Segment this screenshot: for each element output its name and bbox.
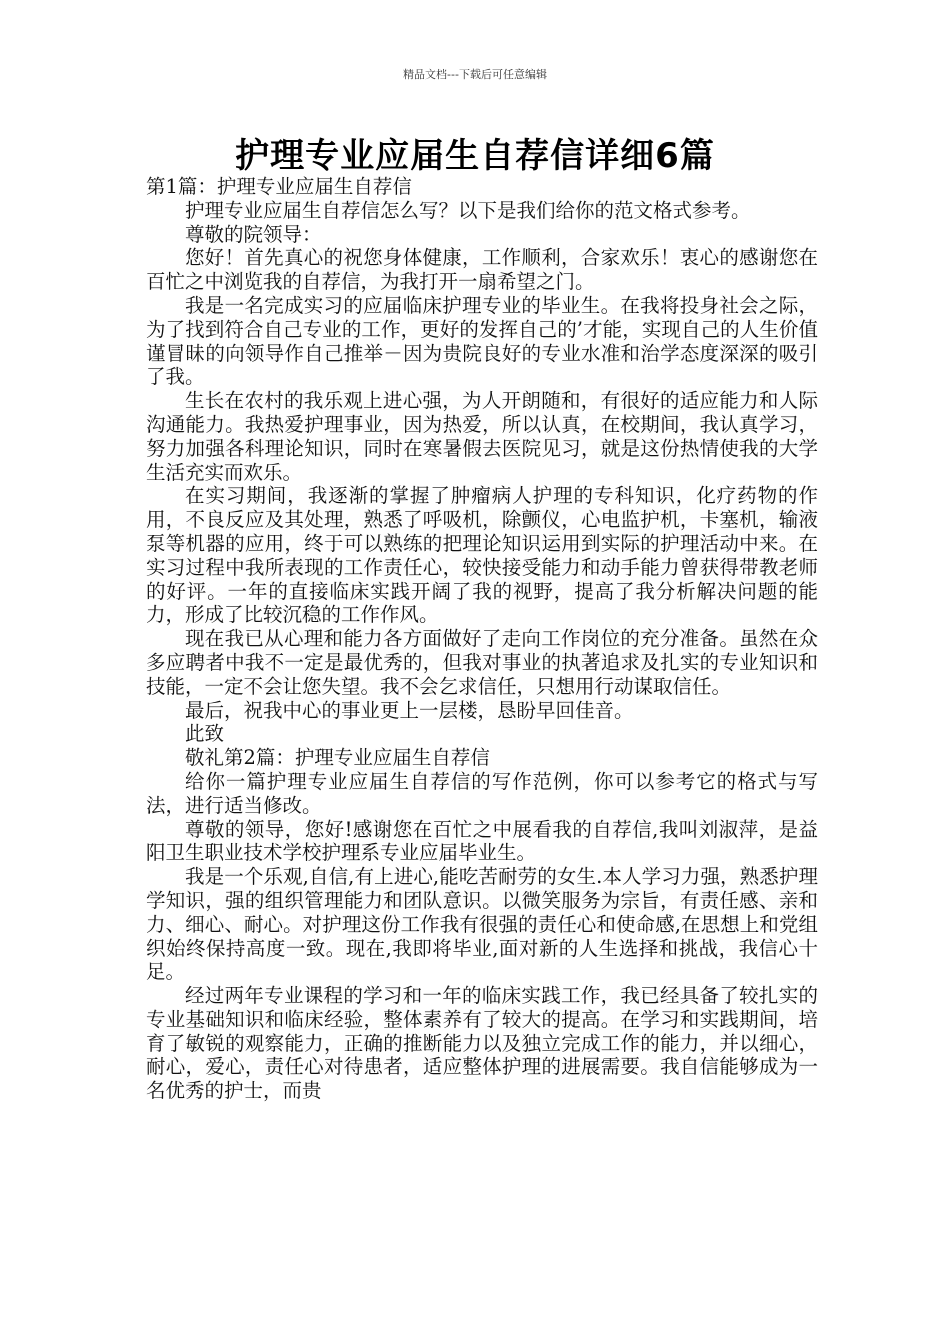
salutation: 尊敬的院领导： bbox=[185, 222, 322, 246]
paragraph: 给你一篇护理专业应届生自荐信的写作范例，你可以参考它的格式与写法，进行适当修改。 bbox=[146, 769, 818, 817]
document-title: 护理专业应届生自荐信详细6篇 bbox=[235, 136, 715, 176]
paragraph: 最后，祝我中心的事业更上一层楼，恳盼早回佳音。 bbox=[185, 698, 634, 722]
section-heading-2: 敬礼第2篇：护理专业应届生自荐信 bbox=[185, 746, 490, 770]
paragraph: 经过两年专业课程的学习和一年的临床实践工作，我已经具备了较扎实的专业基础知识和临床经验，整体素养有了较大的提高。在学习和实践期间，培育了敏锐的观察能力，正确的推断能力以及独立完成工作的能力，并以细心，耐心，爱心，责任心对待患者，适应整体护理的进展需要。我自信能够成为一名优秀的护士，而贵 bbox=[146, 984, 818, 1103]
paragraph: 我是一个乐观,自信,有上进心,能吃苦耐劳的女生.本人学习力强，熟悉护理学知识，强的组织管理能力和团队意识。以微笑服务为宗旨，有责任感、亲和力、细心、耐心。对护理这份工作我有很强的责任心和使命感,在思想上和党组织始终保持高度一致。现在,我即将毕业,面对新的人生选择和挑战，我信心十足。 bbox=[146, 865, 818, 984]
paragraph: 在实习期间，我逐渐的掌握了肿瘤病人护理的专科知识，化疗药物的作用，不良反应及其处理，熟悉了呼吸机，除颤仪，心电监护机，卡塞机，输液泵等机器的应用，终于可以熟练的把理论知识运用到实际的护理活动中来。在实习过程中我所表现的工作责任心，较快接受能力和动手能力曾获得带教老师的好评。一年的直接临床实践开阔了我的视野，提高了我分析解决问题的能力，形成了比较沉稳的工作作风。 bbox=[146, 484, 818, 627]
paragraph: 我是一名完成实习的应届临床护理专业的毕业生。在我将投身社会之际，为了找到符合自己专业的工作，更好的发挥自己的’才能，实现自己的人生价值谨冒昧的向领导作自己推举－因为贵院良好的专业水准和治学态度深深的吸引了我。 bbox=[146, 293, 818, 389]
section-heading-1: 第1篇：护理专业应届生自荐信 bbox=[146, 175, 412, 198]
paragraph: 生长在农村的我乐观上进心强，为人开朗随和，有很好的适应能力和人际沟通能力。我热爱护理事业，因为热爱，所以认真，在校期间，我认真学习，努力加强各科理论知识，同时在寒暑假去医院见习，就是这份热情使我的大学生活充实而欢乐。 bbox=[146, 389, 818, 484]
paragraph: 护理专业应届生自荐信怎么写？以下是我们给你的范文格式参考。 bbox=[185, 198, 751, 222]
closing: 此致 bbox=[185, 722, 225, 746]
page-header-note: 精品文档---下载后可任意编辑 bbox=[403, 68, 547, 81]
paragraph: 现在我已从心理和能力各方面做好了走向工作岗位的充分准备。虽然在众多应聘者中我不一定是最优秀的，但我对事业的执著追求及扎实的专业知识和技能，一定不会让您失望。我不会乞求信任，只想用行动谋取信任。 bbox=[146, 627, 818, 698]
document-body bbox=[146, 175, 818, 1103]
paragraph: 尊敬的领导，您好!感谢您在百忙之中展看我的自荐信,我叫刘淑萍，是益阳卫生职业技术学校护理系专业应届毕业生。 bbox=[146, 817, 818, 865]
paragraph: 您好！首先真心的祝您身体健康，工作顺利，合家欢乐！衷心的感谢您在百忙之中浏览我的自荐信，为我打开一扇希望之门。 bbox=[146, 246, 818, 294]
